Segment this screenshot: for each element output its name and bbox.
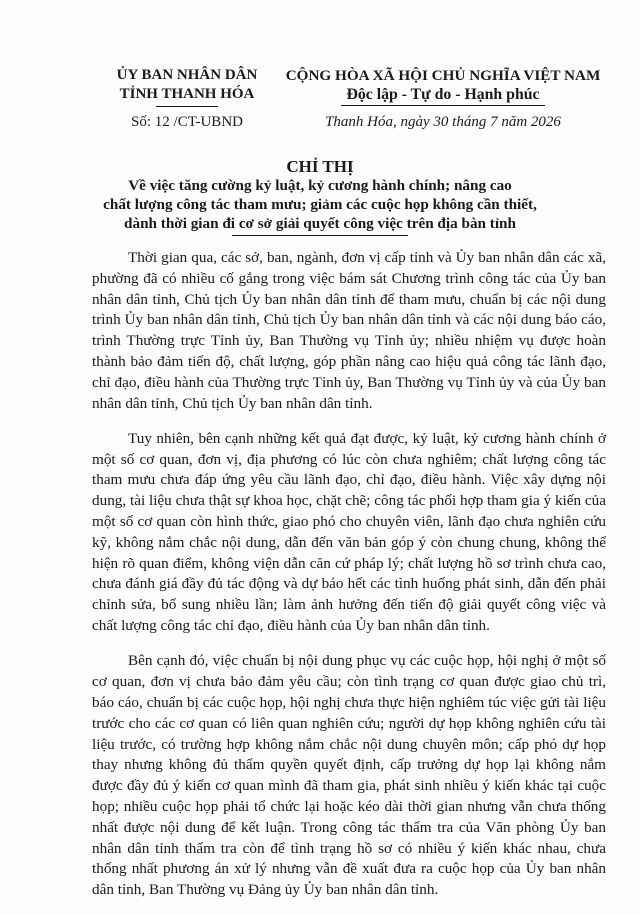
body-paragraph: Thời gian qua, các sở, ban, ngành, đơn vị cấp tỉnh và Ủy ban nhân dân các xã, phường đã có nhiều cố gắng trong việc bám sát Chương trình công tác của Ủy ban nhân dân tỉnh, Chủ tịch Ủy ban nhân dân tỉnh để tham mưu, chuẩn bị các nội dung trình Ủy ban nhân dân tỉnh, Chủ tịch Ủy ban nhân dân tỉnh và các nội dung báo cáo, trình Thường trực Tỉnh ủy, Ban Thường vụ Tỉnh ủy; nhiều nhiệm vụ được hoàn thành bảo đảm tiến độ, chất lượng, góp phần nâng cao hiệu quả công tác lãnh đạo, chỉ đạo, điều hành của Thường trực Tỉnh ủy, Ban Thường vụ Tỉnh ủy và của Ủy ban nhân dân tỉnh, Chủ tịch Ủy ban nhân dân tỉnh. xyxy=(92,249,606,412)
national-motto: Độc lập - Tự do - Hạnh phúc xyxy=(346,86,540,103)
nation-name: CỘNG HÒA XÃ HỘI CHỦ NGHĨA VIỆT NAM xyxy=(285,67,601,84)
national-header xyxy=(282,66,604,106)
document-title: CHỈ THỊ xyxy=(286,157,354,176)
subject-underline xyxy=(232,235,408,236)
agency-line-2: TỈNH THANH HÓA xyxy=(119,86,255,102)
document-subject xyxy=(80,176,560,236)
body-paragraph: Bên cạnh đó, việc chuẩn bị nội dung phục vụ các cuộc họp, hội nghị ở một số cơ quan, đơn vị chưa bảo đảm yêu cầu; còn tình trạng cơ quan được giao chủ trì, báo cáo, chuẩn bị các cuộc họp, hội nghị chưa thực hiện nghiêm túc việc gửi tài liệu trước cho các cơ quan có liên quan nghiên cứu; người dự họp không nghiên cứu tài liệu trước, có trường hợp không nắm chắc nội dung chuyên môn; cấp phó dự họp thay nhưng không đủ thẩm quyền quyết định, cấp trưởng dự họp lại không nắm được đầy đủ ý kiến cơ quan mình đã tham gia, phát sinh nhiều ý kiến khác tại cuộc họp; nhiều cuộc họp phải tổ chức lại hoặc kéo dài thời gian nhưng vẫn chưa thống nhất được nội dung để kết luận. Trong công tác thẩm tra của Văn phòng Ủy ban nhân dân tỉnh thẩm tra còn để tình trạng hồ sơ có nhiều ý kiến khác nhau, chưa thống nhất phương án xử lý nhưng vẫn đề xuất đưa ra cuộc họp của Ủy ban nhân dân tỉnh, Ban Thường vụ Đảng ủy Ủy ban nhân dân tỉnh. xyxy=(92,652,606,899)
document-body xyxy=(92,248,606,915)
agency-underline xyxy=(156,106,218,107)
document-number: Số: 12 /CT-UBND xyxy=(131,114,243,130)
agency-line-1: ỦY BAN NHÂN DÂN xyxy=(116,67,258,83)
subject-line: Về việc tăng cường kỷ luật, kỷ cương hành chính; nâng cao xyxy=(128,177,512,194)
motto-underline xyxy=(341,105,545,106)
subject-line: chất lượng công tác tham mưu; giảm các cuộc họp không cần thiết, xyxy=(103,196,537,213)
place-and-date: Thanh Hóa, ngày 30 tháng 7 năm 2026 xyxy=(325,114,561,130)
issuing-agency xyxy=(92,66,282,107)
body-paragraph: Tuy nhiên, bên cạnh những kết quả đạt được, kỷ luật, kỷ cương hành chính ở một số cơ quan, đơn vị, địa phương có lúc còn chưa nghiêm; chất lượng công tác tham mưu chưa đáp ứng yêu cầu lãnh đạo, chỉ đạo, điều hành. Việc xây dựng nội dung, tài liệu chưa thật sự khoa học, chặt chẽ; công tác phối hợp tham gia ý kiến của một số cơ quan còn hình thức, giao phó cho chuyên viên, lãnh đạo chưa nghiên cứu kỹ, không nắm chắc nội dung, dẫn đến văn bản góp ý còn chung chung, không thể hiện rõ quan điểm, không viện dẫn căn cứ pháp lý; chất lượng hồ sơ trình chưa cao, chưa đánh giá đầy đủ tác động và dự báo hết các tình huống phát sinh, dẫn đến phải chỉnh sửa, bổ sung nhiều lần; làm ảnh hưởng đến tiến độ giải quyết công việc và chất lượng công tác chỉ đạo, điều hành của Ủy ban nhân dân tỉnh. xyxy=(92,429,606,635)
subject-line: dành thời gian đi cơ sở giải quyết công việc trên địa bàn tỉnh xyxy=(124,215,516,232)
